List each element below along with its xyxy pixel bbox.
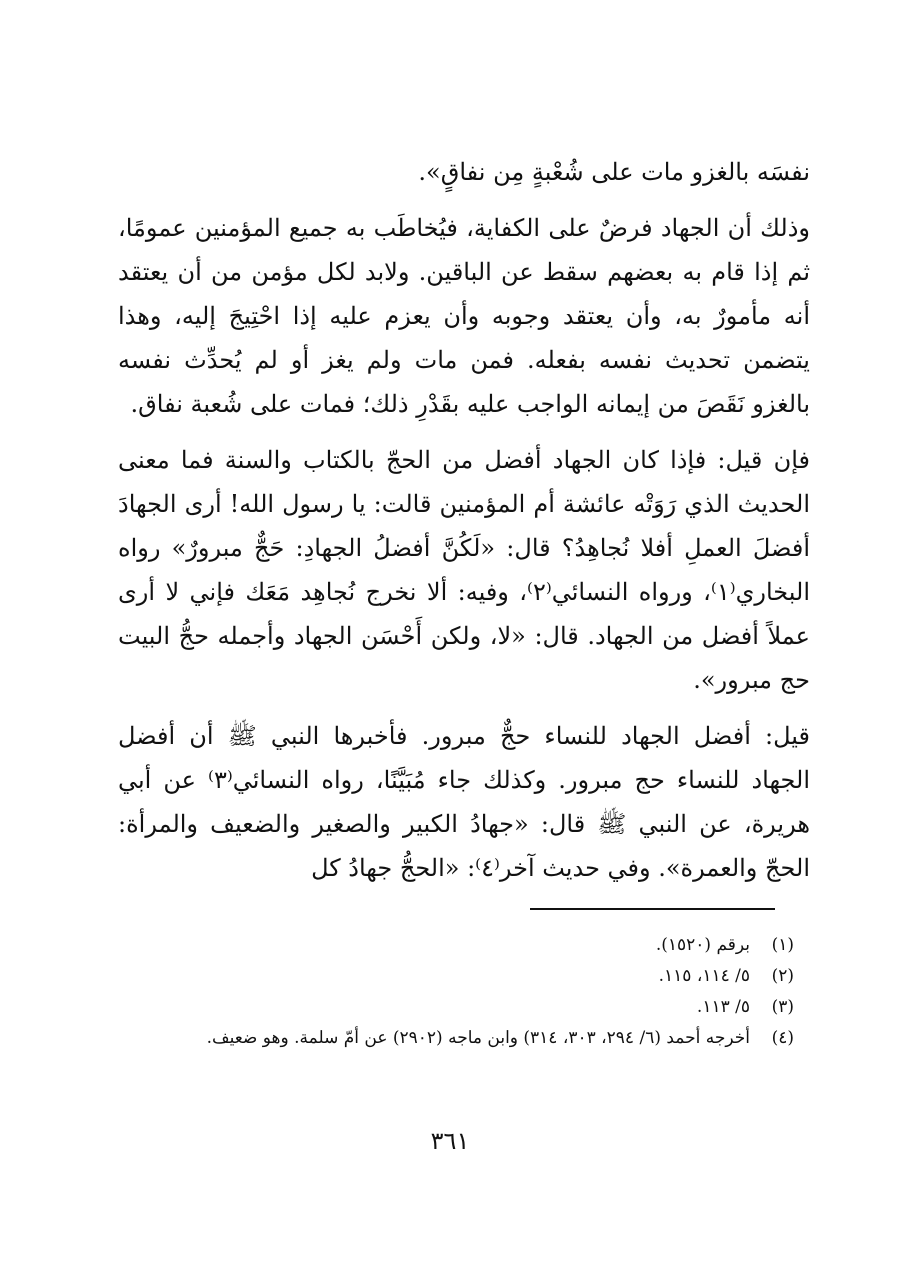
- footnote-text: أخرجه أحمد (٦/ ٢٩٤، ٣٠٣، ٣١٤) وابن ماجه (٢٩٠٢) عن أمّ سلمة. وهو ضعيف.: [206, 1028, 750, 1048]
- footnote-number: (١): [771, 935, 794, 955]
- footnote-text: برقم (١٥٢٠).: [655, 935, 750, 955]
- footnotes: [118, 930, 794, 1054]
- paragraph: نفسَه بالغزو مات على شُعْبةٍ مِن نفاقٍ».: [418, 158, 810, 186]
- footnote: [118, 992, 794, 1023]
- footnote: [118, 930, 794, 961]
- footnote-text: ٥/ ١١٣.: [696, 997, 750, 1017]
- footnote: [118, 961, 794, 992]
- paragraph: فإن قيل: فإذا كان الجهاد أفضل من الحجّ بالكتاب والسنة فما معنى الحديث الذي رَوَتْه عائشة أم المؤمنين قالت: يا رسول الله! أرى الجهادَ أفضلَ العملِ أفلا نُجاهِدُ؟ قال: «لَكُنَّ أفضلُ الجهادِ: حَجٌّ مبرورٌ» رواه البخاري⁽١⁾، ورواه النسائي⁽٢⁾، وفيه: ألا نخرج نُجاهِد مَعَك فإني لا أرى عملاً أفضل من الجهاد. قال: «لا، ولكن أَحْسَن الجهاد وأجمله حجُّ البيت حج مبرور».: [118, 446, 811, 694]
- footnote-text: ٥/ ١١٤، ١١٥.: [658, 966, 750, 986]
- footnote: [118, 1023, 794, 1054]
- paragraph: وذلك أن الجهاد فرضٌ على الكفاية، فيُخاطَب به جميع المؤمنين عمومًا، ثم إذا قام به بعضهم سقط عن الباقين. ولابد لكل مؤمن من أن يعتقد أنه مأمورٌ به، وأن يعتقد وجوبه وأن يعزم عليه إذا احْتِيجَ إليه، وهذا يتضمن تحديث نفسه بفعله. فمن مات ولم يغز أو لم يُحدِّث نفسه بالغزو نَقَصَ من إيمانه الواجب عليه بقَدْرِ ذلك؛ فمات على شُعبة نفاق.: [118, 214, 810, 418]
- page-number: ٣٦١: [430, 1127, 470, 1155]
- footnote-number: (٣): [771, 997, 794, 1017]
- footnote-number: (٤): [771, 1028, 794, 1048]
- main-text: [118, 150, 810, 890]
- footnote-number: (٢): [771, 966, 794, 986]
- footnote-separator: [530, 908, 775, 910]
- paragraph: قيل: أفضل الجهاد للنساء حجٌّ مبرور. فأخبرها النبي ﷺ أن أفضل الجهاد للنساء حج مبرور. وكذلك جاء مُبَيَّنًا، رواه النسائي⁽٣⁾ عن أبي هريرة، عن النبي ﷺ قال: «جهادُ الكبير والصغير والضعيف والمرأة: الحجّ والعمرة». وفي حديث آخر⁽٤⁾: «الحجُّ جهادُ كل: [118, 722, 810, 882]
